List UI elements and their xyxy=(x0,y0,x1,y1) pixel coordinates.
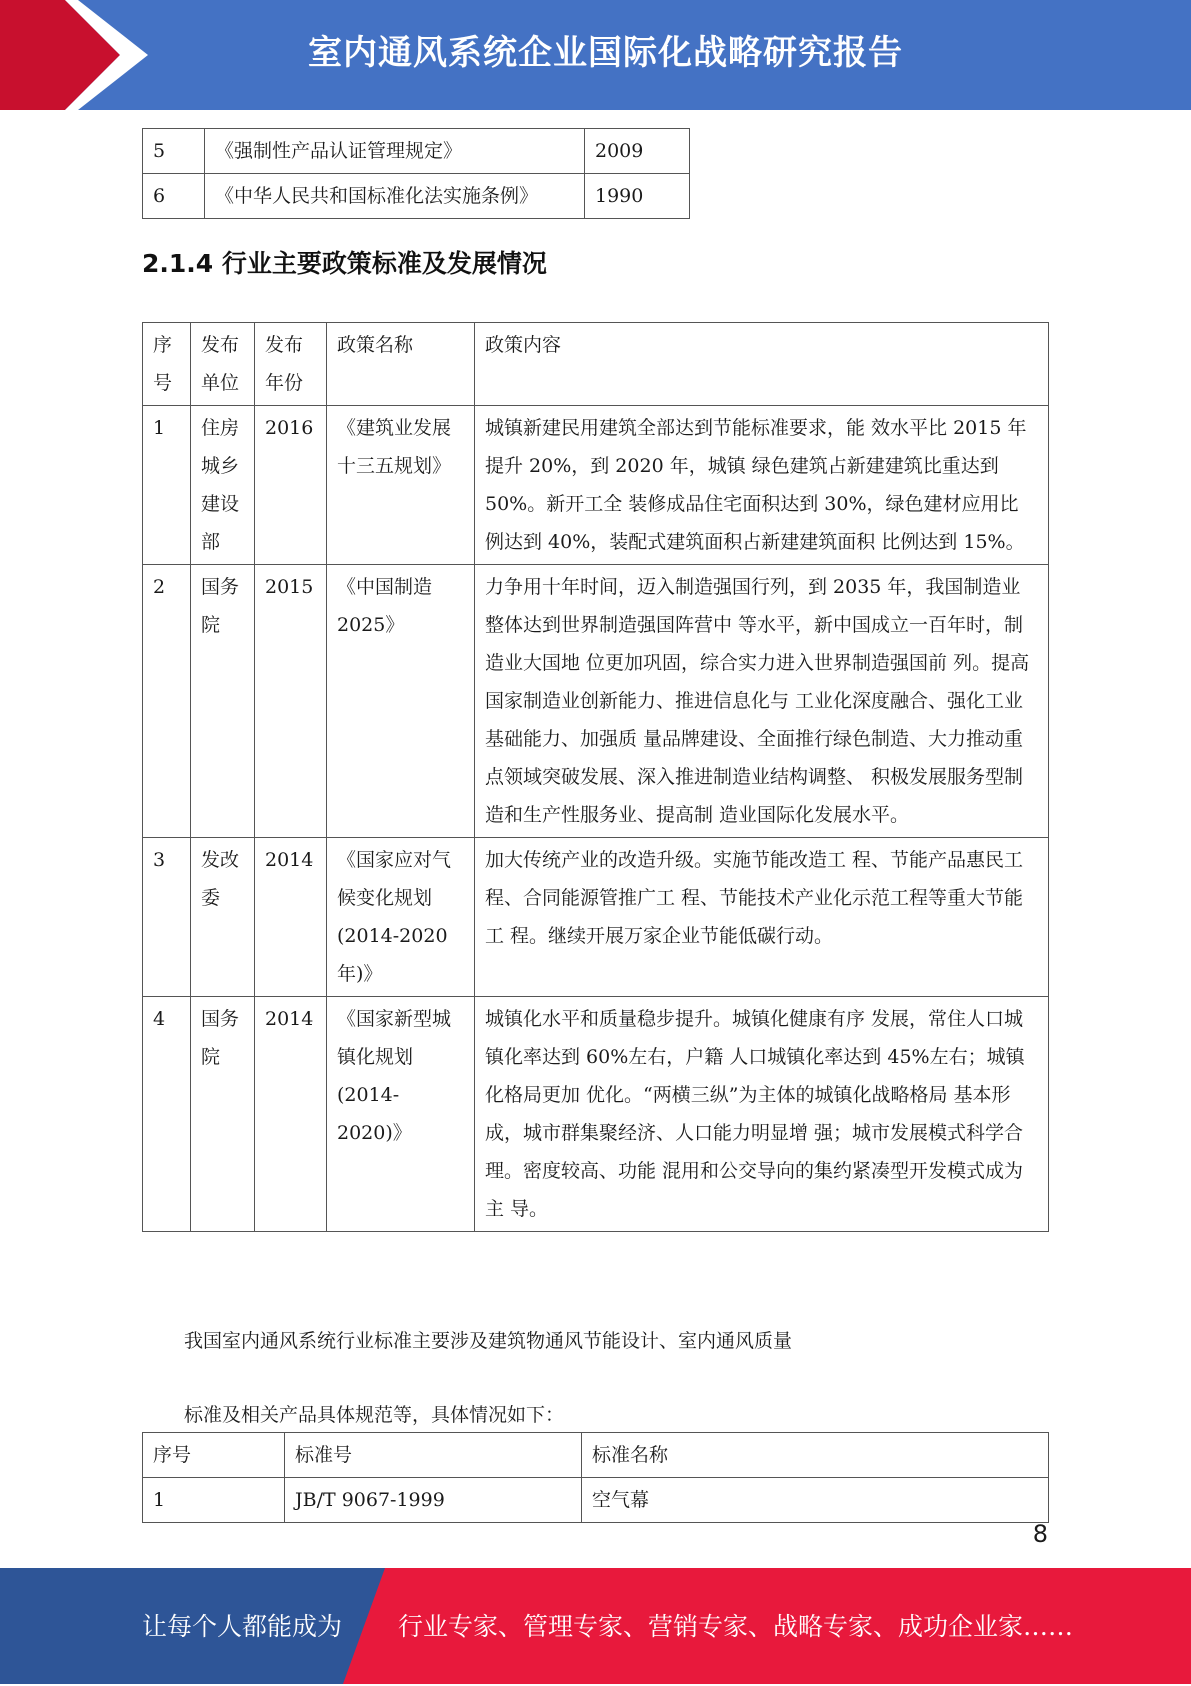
header-cell: 序号 xyxy=(143,1433,285,1478)
header-cell: 政策名称 xyxy=(327,323,475,406)
table-cell: 《中华人民共和国标准化法实施条例》 xyxy=(205,174,585,219)
header-cell: 序号 xyxy=(143,323,191,406)
table-row xyxy=(143,406,1049,565)
table-row xyxy=(143,838,1049,997)
table-row xyxy=(143,129,690,174)
issuing-unit: 国务院 xyxy=(191,565,255,838)
issuing-unit: 国务院 xyxy=(191,997,255,1232)
issuing-unit: 发改委 xyxy=(191,838,255,997)
page-header xyxy=(0,0,1191,110)
page-footer xyxy=(0,1568,1191,1684)
row-number: 4 xyxy=(143,997,191,1232)
table-cell: JB/T 9067-1999 xyxy=(285,1478,582,1523)
table-cell: 空气幕 xyxy=(582,1478,1049,1523)
issue-year: 2014 xyxy=(255,997,327,1232)
header-cell: 标准名称 xyxy=(582,1433,1049,1478)
issuing-unit: 住房城乡建设部 xyxy=(191,406,255,565)
table-cell: 《强制性产品认证管理规定》 xyxy=(205,129,585,174)
table-cell: 2009 xyxy=(585,129,690,174)
row-number: 3 xyxy=(143,838,191,997)
policy-name: 《国家新型城镇化规划 (2014-2020)》 xyxy=(327,997,475,1232)
policy-content: 城镇新建民用建筑全部达到节能标准要求，能 效水平比 2015 年提升 20%，到 2020 年，城镇 绿色建筑占新建建筑比重达到 50%。新开工全 装修成品住宅面积达到 30%，绿色建材应用比 例达到 40%，装配式建筑面积占新建建筑面积 比例达到 15%。 xyxy=(475,406,1049,565)
row-number: 1 xyxy=(143,406,191,565)
standards-table xyxy=(142,1432,1049,1523)
row-number: 2 xyxy=(143,565,191,838)
header-cell: 标准号 xyxy=(285,1433,582,1478)
page-number: 8 xyxy=(1032,1520,1048,1548)
body-paragraph-line-1: 我国室内通风系统行业标准主要涉及建筑物通风节能设计、室内通风质量 xyxy=(184,1330,793,1352)
policy-name: 《国家应对气候变化规划 (2014-2020 年)》 xyxy=(327,838,475,997)
policy-content: 加大传统产业的改造升级。实施节能改造工 程、节能产品惠民工程、合同能源管推广工 程、节能技术产业化示范工程等重大节能工 程。继续开展万家企业节能低碳行动。 xyxy=(475,838,1049,997)
issue-year: 2014 xyxy=(255,838,327,997)
table-header-row xyxy=(143,323,1049,406)
table-cell: 1 xyxy=(143,1478,285,1523)
body-paragraph-line-2: 标准及相关产品具体规范等，具体情况如下： xyxy=(184,1404,565,1426)
issue-year: 2015 xyxy=(255,565,327,838)
regulation-table xyxy=(142,128,690,219)
policy-name: 《建筑业发展十三五规划》 xyxy=(327,406,475,565)
table-cell: 6 xyxy=(143,174,205,219)
report-title: 室内通风系统企业国际化战略研究报告 xyxy=(308,33,903,73)
table-row xyxy=(143,174,690,219)
table-cell: 5 xyxy=(143,129,205,174)
header-cell: 发布单位 xyxy=(191,323,255,406)
section-heading: 2.1.4 行业主要政策标准及发展情况 xyxy=(142,249,547,278)
footer-slogan-left: 让每个人都能成为 xyxy=(142,1612,343,1641)
policy-content: 城镇化水平和质量稳步提升。城镇化健康有序 发展，常住人口城镇化率达到 60%左右，户籍 人口城镇化率达到 45%左右；城镇化格局更加 优化。“两横三纵”为主体的城镇化战略格局 基本形成，城市群集聚经济、人口能力明显增 强；城市发展模式科学合理。密度较高、功能 混用和公交导向的集约紧凑型开发模式成为主 导。 xyxy=(475,997,1049,1232)
policy-table xyxy=(142,322,1049,1232)
policy-content: 力争用十年时间，迈入制造强国行列，到 2035 年，我国制造业整体达到世界制造强国阵营中 等水平，新中国成立一百年时，制造业大国地 位更加巩固，综合实力进入世界制造强国前 列。提高国家制造业创新能力、推进信息化与 工业化深度融合、强化工业基础能力、加强质 量品牌建设、全面推行绿色制造、大力推动重 点领域突破发展、深入推进制造业结构调整、 积极发展服务型制造和生产性服务业、提高制 造业国际化发展水平。 xyxy=(475,565,1049,838)
header-cell: 政策内容 xyxy=(475,323,1049,406)
footer-slogan-right: 行业专家、管理专家、营销专家、战略专家、成功企业家…… xyxy=(398,1612,1074,1641)
table-row xyxy=(143,1478,1049,1523)
table-header-row xyxy=(143,1433,1049,1478)
policy-name: 《中国制造 2025》 xyxy=(327,565,475,838)
issue-year: 2016 xyxy=(255,406,327,565)
header-cell: 发布年份 xyxy=(255,323,327,406)
table-row xyxy=(143,565,1049,838)
table-row xyxy=(143,997,1049,1232)
table-cell: 1990 xyxy=(585,174,690,219)
